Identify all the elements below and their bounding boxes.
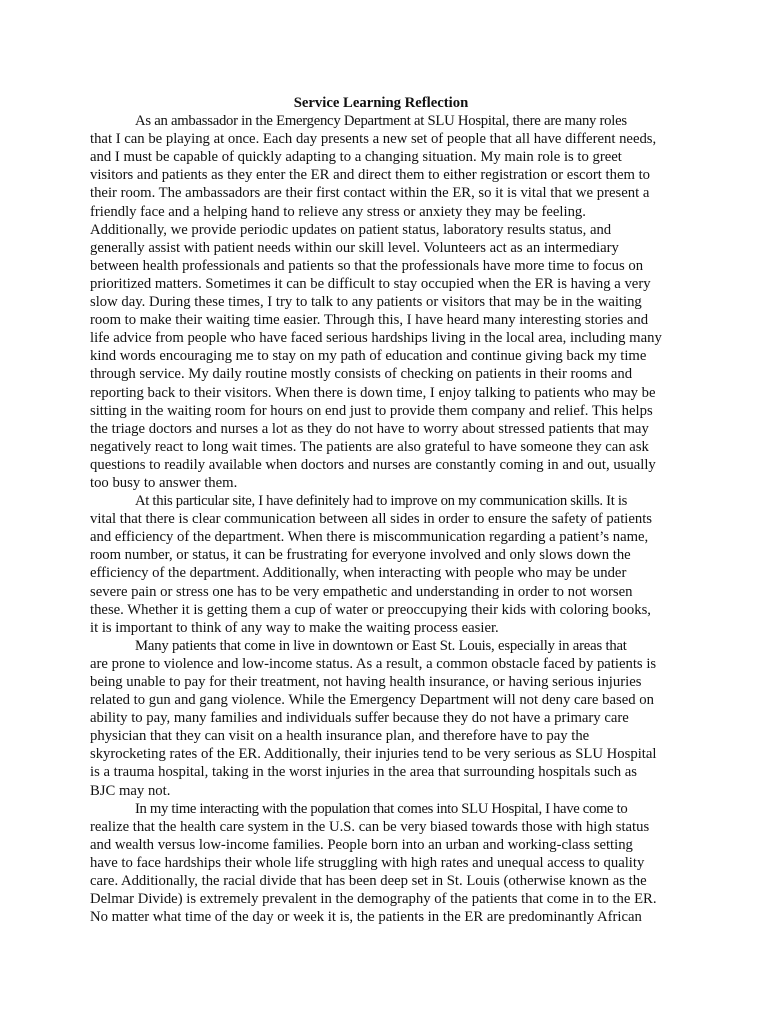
- text-line: sitting in the waiting room for hours on end just to provide them company and relief. This helps: [90, 402, 653, 419]
- text-line: slow day. During these times, I try to talk to any patients or visitors that may be in the waiting: [90, 294, 642, 311]
- text-line: it is important to think of any way to make the waiting process easier.: [90, 619, 499, 636]
- text-line: BJC may not.: [90, 782, 171, 799]
- text-line: physician that they can visit on a health insurance plan, and therefore have to pay the: [90, 728, 590, 745]
- text-line: visitors and patients as they enter the ER and direct them to either registration or escort them to: [90, 167, 651, 184]
- text-line: Delmar Divide) is extremely prevalent in the demography of the patients that come in to the ER.: [90, 891, 657, 908]
- text-line: being unable to pay for their treatment, not having health insurance, or having serious injuries: [90, 674, 642, 690]
- text-line: questions to readily available when doctors and nurses are constantly coming in and out, usually: [90, 456, 656, 473]
- text-line: life advice from people who have faced serious hardships living in the local area, including many: [90, 330, 662, 347]
- text-line: are prone to violence and low-income status. As a result, a common obstacle faced by patients is: [90, 655, 657, 672]
- document-title: Service Learning Reflection: [293, 95, 469, 111]
- text-line: generally assist with patient needs within our skill level. Volunteers act as an intermediary: [90, 239, 619, 256]
- text-line: skyrocketing rates of the ER. Additionally, their injuries tend to be very serious as SLU Hospital: [90, 746, 657, 763]
- text-line: related to gun and gang violence. While the Emergency Department will not deny care based on: [90, 692, 654, 709]
- text-line: and wealth versus low-income families. People born into an urban and working-class setting: [90, 836, 633, 853]
- text-line: prioritized matters. Sometimes it can be difficult to stay occupied when the ER is having a very: [90, 275, 651, 292]
- paragraph-first-line: At this particular site, I have definitely had to improve on my communication skills. It is: [135, 493, 628, 510]
- text-line: Additionally, we provide periodic updates on patient status, laboratory results status, and: [90, 221, 612, 238]
- text-line: these. Whether it is getting them a cup of water or preoccupying their kids with coloring books,: [90, 601, 651, 618]
- text-line: negatively react to long wait times. The patients are also grateful to have someone they can ask: [90, 438, 649, 455]
- document-body: [90, 112, 672, 926]
- text-line: realize that the health care system in the U.S. can be very biased towards those with high status: [90, 818, 650, 835]
- text-line: have to face hardships their whole life struggling with high rates and unequal access to quality: [90, 854, 645, 871]
- text-line: between health professionals and patients so that the professionals have more time to focus on: [90, 257, 644, 274]
- text-line: is a trauma hospital, taking in the worst injuries in the area that surrounding hospitals such as: [90, 764, 638, 781]
- text-line: too busy to answer them.: [90, 474, 238, 491]
- text-line: severe pain or stress one has to be very empathetic and understanding in order to not worsen: [90, 583, 633, 600]
- text-line: vital that there is clear communication between all sides in order to ensure the safety of patients: [90, 511, 653, 528]
- text-line: through service. My daily routine mostly consists of checking on patients in their rooms and: [90, 366, 633, 383]
- text-line: friendly face and a helping hand to relieve any stress or anxiety they may be feeling.: [90, 203, 586, 220]
- text-line: reporting back to their visitors. When there is down time, I enjoy talking to patients who may be: [90, 384, 656, 401]
- text-line: efficiency of the department. Additionally, when interacting with people who may be under: [90, 565, 627, 582]
- text-line: their room. The ambassadors are their first contact within the ER, so it is vital that we present a: [90, 185, 650, 202]
- text-line: care. Additionally, the racial divide that has been deep set in St. Louis (otherwise known as the: [90, 873, 647, 890]
- text-line: the triage doctors and nurses a lot as they do not have to worry about stressed patients that may: [90, 420, 649, 437]
- text-line: that I can be playing at once. Each day presents a new set of people that all have different needs,: [90, 131, 657, 148]
- text-line: and I must be capable of quickly adapting to a changing situation. My main role is to greet: [90, 149, 622, 166]
- paragraph-first-line: In my time interacting with the population that comes into SLU Hospital, I have come to: [135, 800, 628, 817]
- text-line: kind words encouraging me to stay on my path of education and continue giving back my time: [90, 348, 647, 365]
- paragraph-first-line: Many patients that come in live in downtown or East St. Louis, especially in areas that: [135, 637, 627, 654]
- text-line: No matter what time of the day or week it is, the patients in the ER are predominantly African: [90, 909, 642, 926]
- text-line: ability to pay, many families and individuals suffer because they do not have a primary care: [90, 710, 629, 727]
- text-line: room to make their waiting time easier. Through this, I have heard many interesting stories and: [90, 312, 649, 329]
- document-page: [90, 94, 672, 926]
- paragraph-first-line: As an ambassador in the Emergency Department at SLU Hospital, there are many roles: [135, 113, 627, 130]
- text-line: room number, or status, it can be frustrating for everyone involved and only slows down the: [90, 547, 631, 564]
- text-line: and efficiency of the department. When there is miscommunication regarding a patient’s name,: [90, 529, 649, 546]
